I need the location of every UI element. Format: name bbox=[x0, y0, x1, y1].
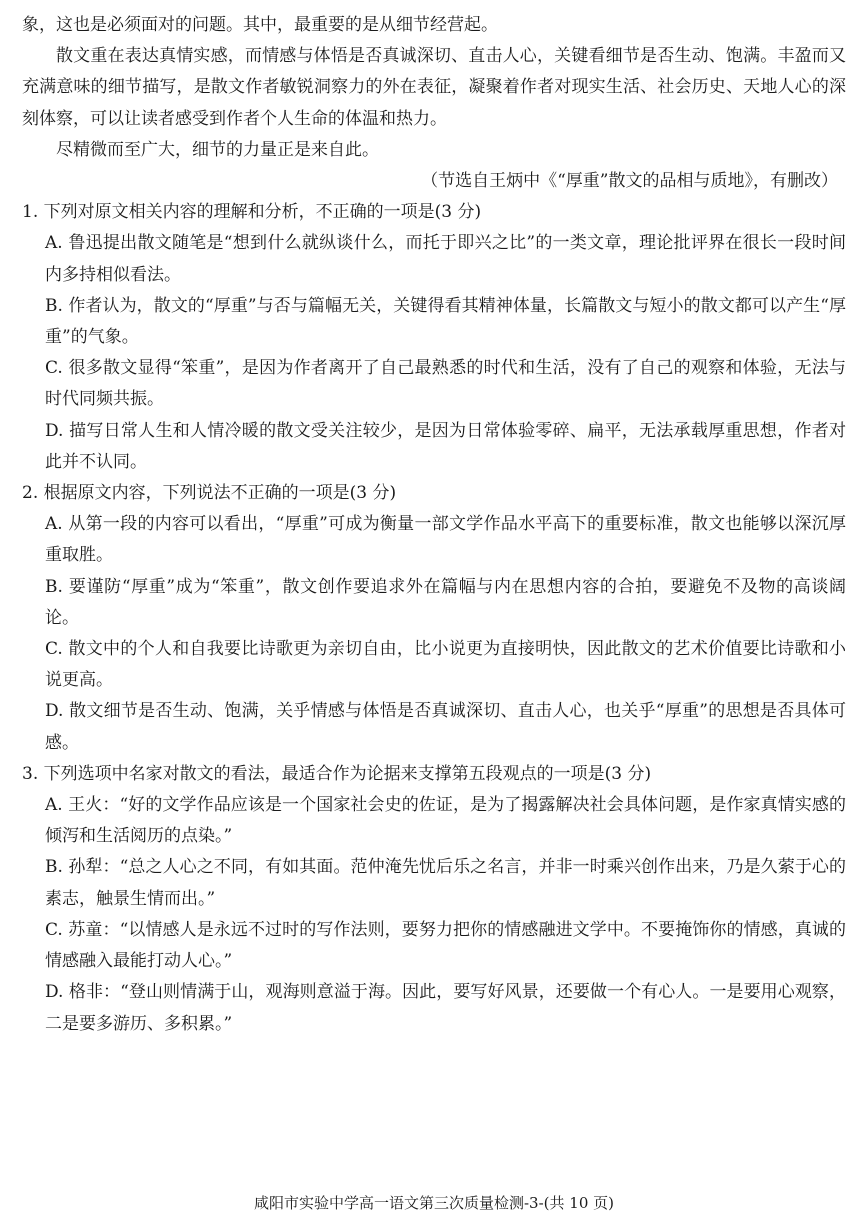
passage-paragraph-3: 尽精微而至广大，细节的力量正是来自此。 bbox=[56, 139, 379, 160]
option-a: A. 王火：“好的文学作品应该是一个国家社会史的佐证，是为了揭露解决社会具体问题，是作家真情实感的倾泻和生活阅历的点染。” bbox=[45, 795, 846, 847]
option-c: C. 很多散文显得“笨重”，是因为作者离开了自己最熟悉的时代和生活，没有了自己的观察和体验，无法与时代同频共振。 bbox=[45, 358, 846, 410]
option-c: C. 苏童：“以情感人是永远不过时的写作法则，要努力把你的情感融进文学中。不要掩饰你的情感，真诚的情感融入最能打动人心。” bbox=[45, 919, 846, 972]
page-footer: 咸阳市实验中学高一语文第三次质量检测-3-(共 10 页) bbox=[253, 1194, 614, 1212]
option-d: D. 格非：“登山则情满于山，观海则意溢于海。因此，要写好风景，还要做一个有心人。一是要用心观察，二是要多游历、多积累。” bbox=[45, 982, 846, 1034]
passage-source: （节选自王炳中《“厚重”散文的品相与质地》，有删改） bbox=[421, 171, 838, 192]
question-3 bbox=[22, 759, 846, 1040]
option-d: D. 散文细节是否生动、饱满，关乎情感与体悟是否真诚深切、直击人心，也关乎“厚重”的思想是否具体可感。 bbox=[45, 701, 846, 753]
question-2 bbox=[22, 478, 846, 759]
option-d: D. 描写日常人生和人情冷暖的散文受关注较少，是因为日常体验零碎、扁平，无法承载厚重思想，作者对此并不认同。 bbox=[45, 420, 846, 472]
option-b: B. 作者认为，散文的“厚重”与否与篇幅无关，关键得看其精神体量，长篇散文与短小的散文都可以产生“厚重”的气象。 bbox=[45, 295, 846, 348]
option-b: B. 要谨防“厚重”成为“笨重”，散文创作要追求外在篇幅与内在思想内容的合拍，要避免不及物的高谈阔论。 bbox=[45, 576, 846, 628]
option-a: A. 从第一段的内容可以看出，“厚重”可成为衡量一部文学作品水平高下的重要标准，散文也能够以深沉厚重取胜。 bbox=[45, 514, 846, 566]
passage-paragraph-1: 象，这也是必须面对的问题。其中，最重要的是从细节经营起。 bbox=[22, 15, 498, 35]
question-1 bbox=[22, 197, 846, 478]
option-a: A. 鲁迅提出散文随笔是“想到什么就纵谈什么，而托于即兴之比”的一类文章，理论批评界在很长一段时间内多持相似看法。 bbox=[45, 233, 846, 285]
option-c: C. 散文中的个人和自我要比诗歌更为亲切自由，比小说更为直接明快，因此散文的艺术价值要比诗歌和小说更高。 bbox=[45, 639, 846, 691]
passage-paragraph-2: 散文重在表达真情实感，而情感与体悟是否真诚深切、直击人心，关键看细节是否生动、饱满。丰盈而又充满意味的细节描写，是散文作者敏锐洞察力的外在表征，凝聚着作者对现实生活、社会历史、天地人心的深刻体察，可以让读者感受到作者个人生命的体温和热力。 bbox=[22, 46, 846, 129]
option-b: B. 孙犁：“总之人心之不同，有如其面。范仲淹先忧后乐之名言，并非一时乘兴创作出来，乃是久萦于心的素志，触景生情而出。” bbox=[45, 857, 846, 909]
question-stem: 3. 下列选项中名家对散文的看法，最适合作为论据来支撑第五段观点的一项是(3 分) bbox=[22, 763, 652, 784]
question-stem: 2. 根据原文内容，下列说法不正确的一项是(3 分) bbox=[22, 483, 397, 504]
question-stem: 1. 下列对原文相关内容的理解和分析，不正确的一项是(3 分) bbox=[22, 202, 482, 223]
